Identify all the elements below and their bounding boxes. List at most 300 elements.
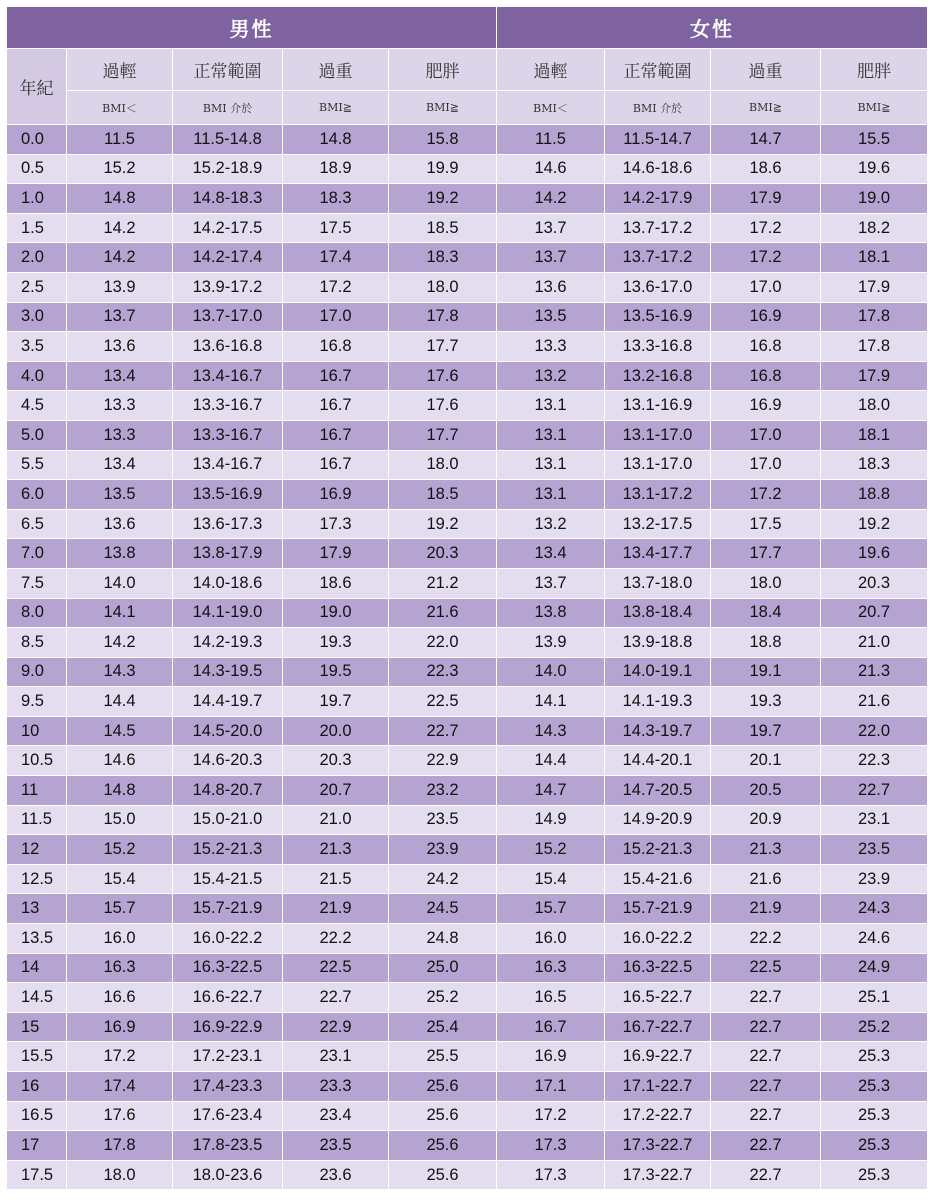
male-overweight-cell: 20.0 — [283, 716, 389, 746]
male-normal-cell: 18.0-23.6 — [173, 1160, 283, 1190]
female-normal-cell: 17.3-22.7 — [605, 1131, 711, 1161]
male-overweight-criteria: BMI≧ — [283, 91, 389, 125]
female-overweight-cell: 17.0 — [711, 272, 821, 302]
female-underweight-cell: 17.3 — [497, 1160, 605, 1190]
male-obese-cell: 22.5 — [389, 687, 497, 717]
male-obese-cell: 25.2 — [389, 983, 497, 1013]
female-obese-cell: 21.6 — [821, 687, 928, 717]
male-normal-cell: 17.6-23.4 — [173, 1101, 283, 1131]
male-normal-cell: 15.7-21.9 — [173, 894, 283, 924]
male-underweight-cell: 14.2 — [67, 628, 173, 658]
female-underweight-header: 過輕 — [497, 49, 605, 91]
female-obese-cell: 17.8 — [821, 332, 928, 362]
age-cell: 17 — [7, 1131, 67, 1161]
female-underweight-cell: 13.7 — [497, 568, 605, 598]
male-normal-cell: 13.6-17.3 — [173, 509, 283, 539]
age-cell: 10.5 — [7, 746, 67, 776]
female-overweight-cell: 16.9 — [711, 302, 821, 332]
female-normal-cell: 15.2-21.3 — [605, 835, 711, 865]
age-cell: 4.0 — [7, 361, 67, 391]
age-cell: 2.5 — [7, 272, 67, 302]
age-cell: 13.5 — [7, 924, 67, 954]
female-overweight-header: 過重 — [711, 49, 821, 91]
table-row — [7, 1160, 928, 1190]
age-cell: 14 — [7, 953, 67, 983]
male-overweight-header: 過重 — [283, 49, 389, 91]
bmi-table-body — [7, 125, 928, 1190]
female-underweight-cell: 14.9 — [497, 805, 605, 835]
age-cell: 6.5 — [7, 509, 67, 539]
table-row — [7, 1042, 928, 1072]
female-normal-cell: 13.7-17.2 — [605, 213, 711, 243]
female-obese-cell: 18.1 — [821, 420, 928, 450]
female-header: 女性 — [497, 7, 928, 49]
male-overweight-cell: 23.1 — [283, 1042, 389, 1072]
male-overweight-cell: 18.6 — [283, 568, 389, 598]
male-normal-cell: 15.2-18.9 — [173, 154, 283, 184]
male-overweight-cell: 19.7 — [283, 687, 389, 717]
male-normal-cell: 14.6-20.3 — [173, 746, 283, 776]
male-normal-cell: 14.0-18.6 — [173, 568, 283, 598]
age-cell: 15.5 — [7, 1042, 67, 1072]
female-underweight-cell: 15.2 — [497, 835, 605, 865]
female-obese-cell: 23.5 — [821, 835, 928, 865]
female-normal-cell: 13.6-17.0 — [605, 272, 711, 302]
age-cell: 2.0 — [7, 243, 67, 273]
female-obese-cell: 22.3 — [821, 746, 928, 776]
male-underweight-cell: 15.7 — [67, 894, 173, 924]
age-cell: 0.5 — [7, 154, 67, 184]
table-row — [7, 598, 928, 628]
male-normal-cell: 13.7-17.0 — [173, 302, 283, 332]
female-overweight-cell: 21.6 — [711, 864, 821, 894]
category-header-row — [7, 49, 928, 91]
male-normal-cell: 14.2-19.3 — [173, 628, 283, 658]
age-cell: 7.0 — [7, 539, 67, 569]
female-underweight-cell: 13.5 — [497, 302, 605, 332]
female-obese-cell: 17.9 — [821, 272, 928, 302]
table-row — [7, 213, 928, 243]
male-obese-cell: 19.2 — [389, 509, 497, 539]
male-obese-cell: 23.2 — [389, 776, 497, 806]
female-normal-cell: 13.1-17.0 — [605, 420, 711, 450]
male-obese-cell: 17.6 — [389, 361, 497, 391]
male-underweight-cell: 13.5 — [67, 480, 173, 510]
male-obese-cell: 25.0 — [389, 953, 497, 983]
female-overweight-cell: 22.7 — [711, 1012, 821, 1042]
female-underweight-cell: 13.8 — [497, 598, 605, 628]
female-obese-cell: 25.3 — [821, 1042, 928, 1072]
table-row — [7, 361, 928, 391]
male-overweight-cell: 17.9 — [283, 539, 389, 569]
female-underweight-criteria: BMI＜ — [497, 91, 605, 125]
female-obese-cell: 20.3 — [821, 568, 928, 598]
age-cell: 13 — [7, 894, 67, 924]
female-overweight-cell: 16.8 — [711, 361, 821, 391]
male-underweight-cell: 16.9 — [67, 1012, 173, 1042]
male-obese-cell: 18.0 — [389, 450, 497, 480]
female-obese-cell: 20.7 — [821, 598, 928, 628]
male-normal-cell: 16.9-22.9 — [173, 1012, 283, 1042]
male-overweight-cell: 21.5 — [283, 864, 389, 894]
male-obese-cell: 22.9 — [389, 746, 497, 776]
male-obese-cell: 18.5 — [389, 480, 497, 510]
female-obese-cell: 19.2 — [821, 509, 928, 539]
table-row — [7, 628, 928, 658]
female-overweight-cell: 17.5 — [711, 509, 821, 539]
female-overweight-cell: 16.9 — [711, 391, 821, 421]
male-normal-criteria: BMI 介於 — [173, 91, 283, 125]
female-overweight-cell: 22.7 — [711, 983, 821, 1013]
male-overweight-cell: 21.3 — [283, 835, 389, 865]
male-underweight-cell: 13.3 — [67, 420, 173, 450]
male-normal-cell: 13.9-17.2 — [173, 272, 283, 302]
male-normal-cell: 15.0-21.0 — [173, 805, 283, 835]
female-normal-cell: 13.2-16.8 — [605, 361, 711, 391]
male-obese-cell: 22.0 — [389, 628, 497, 658]
male-header: 男性 — [7, 7, 497, 49]
table-row — [7, 154, 928, 184]
female-normal-cell: 17.1-22.7 — [605, 1072, 711, 1102]
age-cell: 5.0 — [7, 420, 67, 450]
age-cell: 8.5 — [7, 628, 67, 658]
female-obese-cell: 22.0 — [821, 716, 928, 746]
male-underweight-cell: 15.4 — [67, 864, 173, 894]
table-row — [7, 450, 928, 480]
female-overweight-cell: 19.7 — [711, 716, 821, 746]
age-cell: 12 — [7, 835, 67, 865]
male-underweight-cell: 15.2 — [67, 154, 173, 184]
male-underweight-cell: 16.0 — [67, 924, 173, 954]
male-overweight-cell: 19.3 — [283, 628, 389, 658]
male-underweight-cell: 13.6 — [67, 509, 173, 539]
female-normal-cell: 16.9-22.7 — [605, 1042, 711, 1072]
female-overweight-cell: 21.3 — [711, 835, 821, 865]
male-overweight-cell: 14.8 — [283, 125, 389, 155]
female-underweight-cell: 13.2 — [497, 361, 605, 391]
male-obese-cell: 17.8 — [389, 302, 497, 332]
male-obese-cell: 19.2 — [389, 184, 497, 214]
age-cell: 3.0 — [7, 302, 67, 332]
female-obese-cell: 21.3 — [821, 657, 928, 687]
female-overweight-cell: 18.6 — [711, 154, 821, 184]
male-normal-cell: 16.6-22.7 — [173, 983, 283, 1013]
female-underweight-cell: 13.3 — [497, 332, 605, 362]
female-underweight-cell: 13.4 — [497, 539, 605, 569]
male-underweight-cell: 17.6 — [67, 1101, 173, 1131]
table-row — [7, 509, 928, 539]
male-normal-cell: 16.3-22.5 — [173, 953, 283, 983]
male-obese-cell: 22.3 — [389, 657, 497, 687]
female-overweight-cell: 19.3 — [711, 687, 821, 717]
age-cell: 14.5 — [7, 983, 67, 1013]
male-normal-cell: 13.5-16.9 — [173, 480, 283, 510]
male-obese-cell: 18.5 — [389, 213, 497, 243]
male-underweight-cell: 14.5 — [67, 716, 173, 746]
female-normal-cell: 13.8-18.4 — [605, 598, 711, 628]
female-normal-cell: 17.3-22.7 — [605, 1160, 711, 1190]
criteria-header-row — [7, 91, 928, 125]
female-underweight-cell: 13.7 — [497, 243, 605, 273]
age-cell: 4.5 — [7, 391, 67, 421]
female-overweight-cell: 17.7 — [711, 539, 821, 569]
male-overweight-cell: 17.0 — [283, 302, 389, 332]
female-normal-cell: 13.9-18.8 — [605, 628, 711, 658]
male-overweight-cell: 20.7 — [283, 776, 389, 806]
female-overweight-cell: 22.2 — [711, 924, 821, 954]
female-normal-cell: 14.4-20.1 — [605, 746, 711, 776]
male-normal-cell: 14.1-19.0 — [173, 598, 283, 628]
male-obese-cell: 25.6 — [389, 1160, 497, 1190]
female-underweight-cell: 17.3 — [497, 1131, 605, 1161]
male-overweight-cell: 17.3 — [283, 509, 389, 539]
female-normal-cell: 16.5-22.7 — [605, 983, 711, 1013]
table-row — [7, 539, 928, 569]
male-normal-cell: 13.4-16.7 — [173, 450, 283, 480]
male-underweight-cell: 16.3 — [67, 953, 173, 983]
female-underweight-cell: 14.0 — [497, 657, 605, 687]
male-overweight-cell: 23.3 — [283, 1072, 389, 1102]
female-normal-cell: 13.4-17.7 — [605, 539, 711, 569]
female-obese-cell: 19.6 — [821, 154, 928, 184]
female-overweight-cell: 19.1 — [711, 657, 821, 687]
male-underweight-cell: 17.4 — [67, 1072, 173, 1102]
female-underweight-cell: 14.6 — [497, 154, 605, 184]
male-overweight-cell: 16.8 — [283, 332, 389, 362]
female-obese-cell: 17.9 — [821, 361, 928, 391]
female-obese-cell: 18.3 — [821, 450, 928, 480]
male-obese-cell: 24.5 — [389, 894, 497, 924]
male-overweight-cell: 20.3 — [283, 746, 389, 776]
male-overweight-cell: 21.9 — [283, 894, 389, 924]
female-normal-cell: 15.7-21.9 — [605, 894, 711, 924]
male-overweight-cell: 22.5 — [283, 953, 389, 983]
male-obese-cell: 22.7 — [389, 716, 497, 746]
table-row — [7, 243, 928, 273]
female-normal-cell: 13.7-17.2 — [605, 243, 711, 273]
female-underweight-cell: 14.4 — [497, 746, 605, 776]
female-obese-cell: 15.5 — [821, 125, 928, 155]
female-underweight-cell: 13.1 — [497, 391, 605, 421]
male-obese-cell: 25.5 — [389, 1042, 497, 1072]
female-normal-cell: 15.4-21.6 — [605, 864, 711, 894]
male-normal-cell: 11.5-14.8 — [173, 125, 283, 155]
female-overweight-cell: 22.7 — [711, 1072, 821, 1102]
age-cell: 15 — [7, 1012, 67, 1042]
male-underweight-cell: 13.9 — [67, 272, 173, 302]
male-obese-cell: 24.8 — [389, 924, 497, 954]
table-row — [7, 391, 928, 421]
female-obese-cell: 18.0 — [821, 391, 928, 421]
male-underweight-cell: 16.6 — [67, 983, 173, 1013]
male-obese-cell: 21.2 — [389, 568, 497, 598]
table-row — [7, 420, 928, 450]
male-overweight-cell: 21.0 — [283, 805, 389, 835]
male-overweight-cell: 16.7 — [283, 361, 389, 391]
male-overweight-cell: 16.7 — [283, 420, 389, 450]
female-normal-cell: 14.1-19.3 — [605, 687, 711, 717]
male-underweight-cell: 13.4 — [67, 361, 173, 391]
female-overweight-cell: 22.7 — [711, 1160, 821, 1190]
female-obese-cell: 25.3 — [821, 1101, 928, 1131]
female-normal-header: 正常範圍 — [605, 49, 711, 91]
table-row — [7, 983, 928, 1013]
female-obese-cell: 23.1 — [821, 805, 928, 835]
table-row — [7, 864, 928, 894]
female-obese-cell: 18.1 — [821, 243, 928, 273]
female-normal-cell: 11.5-14.7 — [605, 125, 711, 155]
table-row — [7, 125, 928, 155]
male-normal-cell: 13.8-17.9 — [173, 539, 283, 569]
male-underweight-cell: 14.2 — [67, 243, 173, 273]
male-normal-cell: 16.0-22.2 — [173, 924, 283, 954]
male-underweight-cell: 14.2 — [67, 213, 173, 243]
female-overweight-cell: 18.4 — [711, 598, 821, 628]
male-underweight-cell: 14.0 — [67, 568, 173, 598]
male-obese-cell: 23.5 — [389, 805, 497, 835]
age-cell: 16 — [7, 1072, 67, 1102]
female-underweight-cell: 17.1 — [497, 1072, 605, 1102]
male-obese-cell: 25.4 — [389, 1012, 497, 1042]
female-overweight-cell: 20.5 — [711, 776, 821, 806]
age-cell: 11.5 — [7, 805, 67, 835]
male-overweight-cell: 22.9 — [283, 1012, 389, 1042]
male-underweight-cell: 14.8 — [67, 776, 173, 806]
female-overweight-cell: 20.1 — [711, 746, 821, 776]
table-row — [7, 1131, 928, 1161]
male-underweight-cell: 11.5 — [67, 125, 173, 155]
male-normal-cell: 15.2-21.3 — [173, 835, 283, 865]
male-underweight-cell: 13.4 — [67, 450, 173, 480]
male-obese-cell: 21.6 — [389, 598, 497, 628]
age-column-header: 年紀 — [7, 49, 67, 125]
male-obese-cell: 20.3 — [389, 539, 497, 569]
female-normal-cell: 13.2-17.5 — [605, 509, 711, 539]
male-overweight-cell: 22.7 — [283, 983, 389, 1013]
gender-header-row — [7, 7, 928, 49]
female-normal-cell: 13.1-17.2 — [605, 480, 711, 510]
table-row — [7, 1072, 928, 1102]
female-overweight-cell: 17.0 — [711, 450, 821, 480]
male-overweight-cell: 18.9 — [283, 154, 389, 184]
table-row — [7, 894, 928, 924]
male-normal-header: 正常範圍 — [173, 49, 283, 91]
male-overweight-cell: 19.0 — [283, 598, 389, 628]
male-normal-cell: 17.4-23.3 — [173, 1072, 283, 1102]
male-obese-cell: 15.8 — [389, 125, 497, 155]
table-row — [7, 776, 928, 806]
table-row — [7, 302, 928, 332]
female-obese-cell: 19.6 — [821, 539, 928, 569]
male-obese-cell: 18.0 — [389, 272, 497, 302]
female-normal-cell: 16.7-22.7 — [605, 1012, 711, 1042]
age-cell: 12.5 — [7, 864, 67, 894]
male-obese-cell: 19.9 — [389, 154, 497, 184]
table-row — [7, 272, 928, 302]
female-normal-cell: 14.2-17.9 — [605, 184, 711, 214]
age-cell: 9.5 — [7, 687, 67, 717]
female-normal-cell: 13.7-18.0 — [605, 568, 711, 598]
female-obese-cell: 21.0 — [821, 628, 928, 658]
female-overweight-cell: 21.9 — [711, 894, 821, 924]
male-underweight-criteria: BMI＜ — [67, 91, 173, 125]
age-cell: 3.5 — [7, 332, 67, 362]
female-normal-criteria: BMI 介於 — [605, 91, 711, 125]
female-normal-cell: 16.0-22.2 — [605, 924, 711, 954]
female-normal-cell: 14.6-18.6 — [605, 154, 711, 184]
male-underweight-cell: 13.7 — [67, 302, 173, 332]
male-obese-cell: 25.6 — [389, 1072, 497, 1102]
table-row — [7, 1101, 928, 1131]
male-underweight-cell: 13.3 — [67, 391, 173, 421]
female-normal-cell: 14.7-20.5 — [605, 776, 711, 806]
female-overweight-cell: 22.7 — [711, 1042, 821, 1072]
female-normal-cell: 13.1-17.0 — [605, 450, 711, 480]
female-overweight-cell: 14.7 — [711, 125, 821, 155]
male-underweight-cell: 14.3 — [67, 657, 173, 687]
female-obese-cell: 18.2 — [821, 213, 928, 243]
male-obese-cell: 23.9 — [389, 835, 497, 865]
male-overweight-cell: 16.9 — [283, 480, 389, 510]
male-underweight-cell: 15.2 — [67, 835, 173, 865]
female-underweight-cell: 13.1 — [497, 480, 605, 510]
male-normal-cell: 15.4-21.5 — [173, 864, 283, 894]
female-obese-cell: 19.0 — [821, 184, 928, 214]
male-overweight-cell: 17.5 — [283, 213, 389, 243]
female-underweight-cell: 13.7 — [497, 213, 605, 243]
table-row — [7, 835, 928, 865]
male-overweight-cell: 17.2 — [283, 272, 389, 302]
age-cell: 0.0 — [7, 125, 67, 155]
male-normal-cell: 14.2-17.5 — [173, 213, 283, 243]
male-underweight-cell: 13.8 — [67, 539, 173, 569]
female-underweight-cell: 13.9 — [497, 628, 605, 658]
bmi-table-container — [6, 6, 927, 1190]
male-obese-cell: 25.6 — [389, 1101, 497, 1131]
age-cell: 9.0 — [7, 657, 67, 687]
female-underweight-cell: 13.1 — [497, 450, 605, 480]
male-overweight-cell: 23.6 — [283, 1160, 389, 1190]
female-normal-cell: 13.5-16.9 — [605, 302, 711, 332]
table-row — [7, 1012, 928, 1042]
male-obese-cell: 18.3 — [389, 243, 497, 273]
female-underweight-cell: 13.2 — [497, 509, 605, 539]
female-obese-cell: 25.3 — [821, 1131, 928, 1161]
age-cell: 8.0 — [7, 598, 67, 628]
female-overweight-criteria: BMI≧ — [711, 91, 821, 125]
female-obese-cell: 24.9 — [821, 953, 928, 983]
female-overweight-cell: 18.8 — [711, 628, 821, 658]
male-normal-cell: 14.8-18.3 — [173, 184, 283, 214]
male-underweight-cell: 14.4 — [67, 687, 173, 717]
male-underweight-cell: 17.8 — [67, 1131, 173, 1161]
age-cell: 1.0 — [7, 184, 67, 214]
male-overweight-cell: 16.7 — [283, 450, 389, 480]
female-obese-cell: 25.1 — [821, 983, 928, 1013]
male-overweight-cell: 23.5 — [283, 1131, 389, 1161]
male-underweight-cell: 14.6 — [67, 746, 173, 776]
table-row — [7, 924, 928, 954]
female-overweight-cell: 16.8 — [711, 332, 821, 362]
table-row — [7, 805, 928, 835]
table-row — [7, 480, 928, 510]
female-normal-cell: 14.0-19.1 — [605, 657, 711, 687]
female-obese-cell: 18.8 — [821, 480, 928, 510]
male-underweight-cell: 15.0 — [67, 805, 173, 835]
male-underweight-cell: 18.0 — [67, 1160, 173, 1190]
female-obese-cell: 24.6 — [821, 924, 928, 954]
female-overweight-cell: 22.7 — [711, 1131, 821, 1161]
